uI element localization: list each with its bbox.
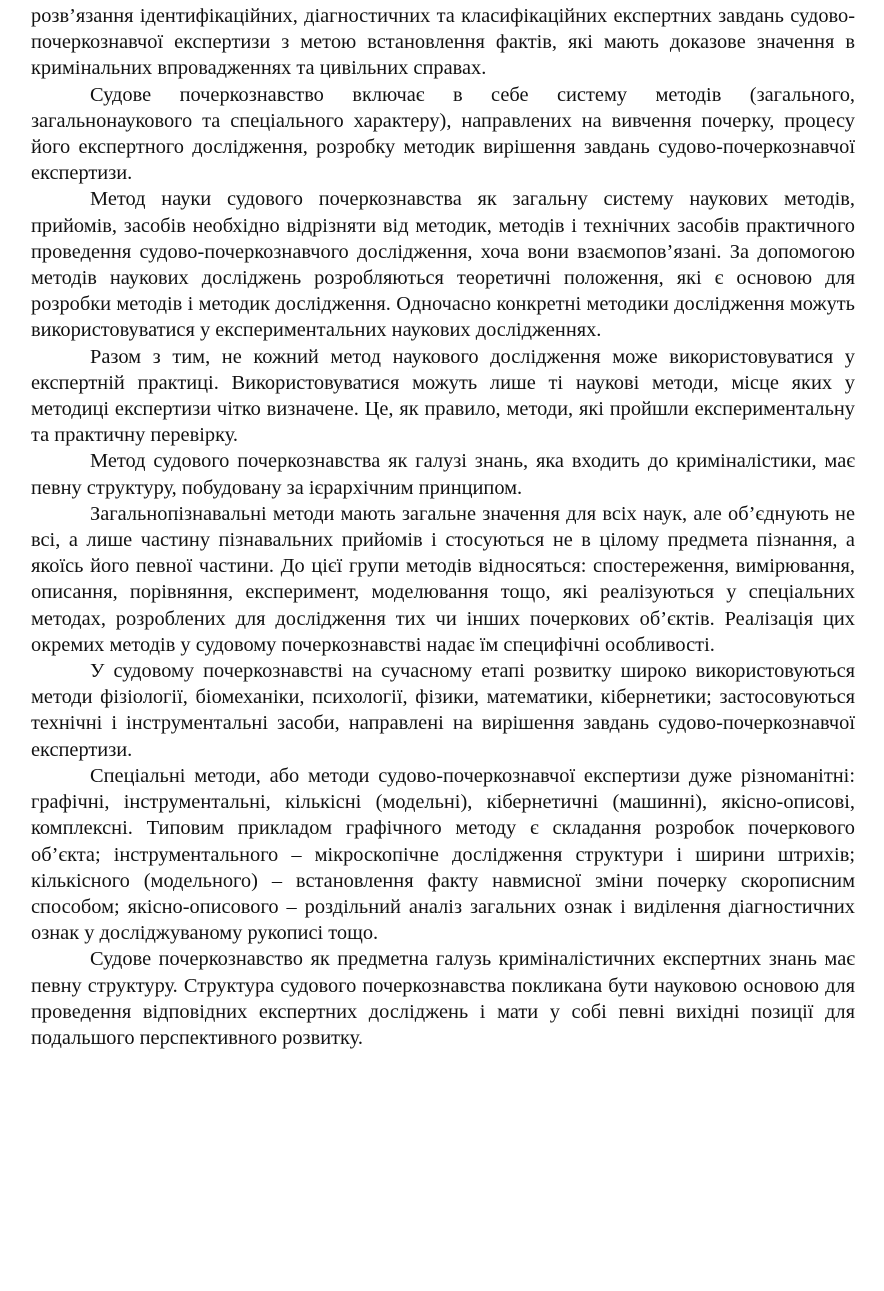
paragraph: У судовому почеркознавстві на сучасному етапі розвитку широко використовуються методи фізіології, біомеханіки, психології, фізики, математики, кібернетики; застосовуються технічні і інструментальні засоби, направлені на вирішення завдань судово-почеркознавчої експертизи. xyxy=(31,660,855,761)
paragraph: Спеціальні методи, або методи судово-почеркознавчої експертизи дуже різноманітні: графічні, інструментальні, кількісні (модельні), кібернетичні (машинні), якісно-описові, комплексні. Типовим прикладом графічного методу є складання розробок почеркового об’єкта; інструментального – мікроскопічне дослідження структури і ширини штрихів; кількісного (модельного) – встановлення факту навмисної зміни почерку скорописним способом; якісно-описового – роздільний аналіз загальних ознак і виділення діагностичних ознак у досліджуваному рукописі тощо. xyxy=(31,764,855,945)
paragraph: Судове почеркознавство як предметна галузь криміналістичних експертних знань має певну структуру. Структура судового почеркознавства покликана бути науковою основою для проведення відповідних експертних досліджень і мати у собі певні вихідні позиції для подальшого перспективного розвитку. xyxy=(31,948,855,1049)
document-page xyxy=(31,3,855,1051)
paragraph-continuation: розв’язання ідентифікаційних, діагностичних та класифікаційних експертних завдань судово-почеркознавчої експертизи з метою встановлення фактів, які мають доказове значення в кримінальних впровадженнях та цивільних справах. xyxy=(31,5,855,80)
paragraph: Метод науки судового почеркознавства як загальну систему наукових методів, прийомів, засобів необхідно відрізняти від методик, методів і технічних засобів практичного проведення судово-почеркознавчого дослідження, хоча вони взаємопов’язані. За допомогою методів наукових досліджень розробляються теоретичні положення, які є основою для розробки методів і методик дослідження. Одночасно конкретні методики дослідження можуть використовуватися у експериментальних наукових дослідженнях. xyxy=(31,188,855,342)
paragraph: Загальнопізнавальні методи мають загальне значення для всіх наук, але об’єднують не всі, а лише частину пізнавальних прийомів і стосуються не в цілому предмета пізнання, а якоїсь його певної частини. До цієї групи методів відносяться: спостереження, вимірювання, описання, порівняння, експеримент, моделювання тощо, які реалізуються у спеціальних методах, розроблених для дослідження тих чи інших почеркових об’єктів. Реалізація цих окремих методів у судовому почеркознавстві надає їм специфічні особливості. xyxy=(31,502,855,656)
paragraph: Метод судового почеркознавства як галузі знань, яка входить до криміналістики, має певну структуру, побудовану за ієрархічним принципом. xyxy=(31,450,855,499)
paragraph: Разом з тим, не кожний метод наукового дослідження може використовуватися у експертній практиці. Використовуватися можуть лише ті наукові методи, місце яких у методиці експертизи чітко визначене. Це, як правило, методи, які пройшли експериментальну та практичну перевірку. xyxy=(31,345,855,447)
paragraph: Судове почеркознавство включає в себе систему методів (загального, загальнонаукового та спеціального характеру), направлених на вивчення почерку, процесу його експертного дослідження, розробку методик вирішення завдань судово-почеркознавчої експертизи. xyxy=(31,83,855,185)
